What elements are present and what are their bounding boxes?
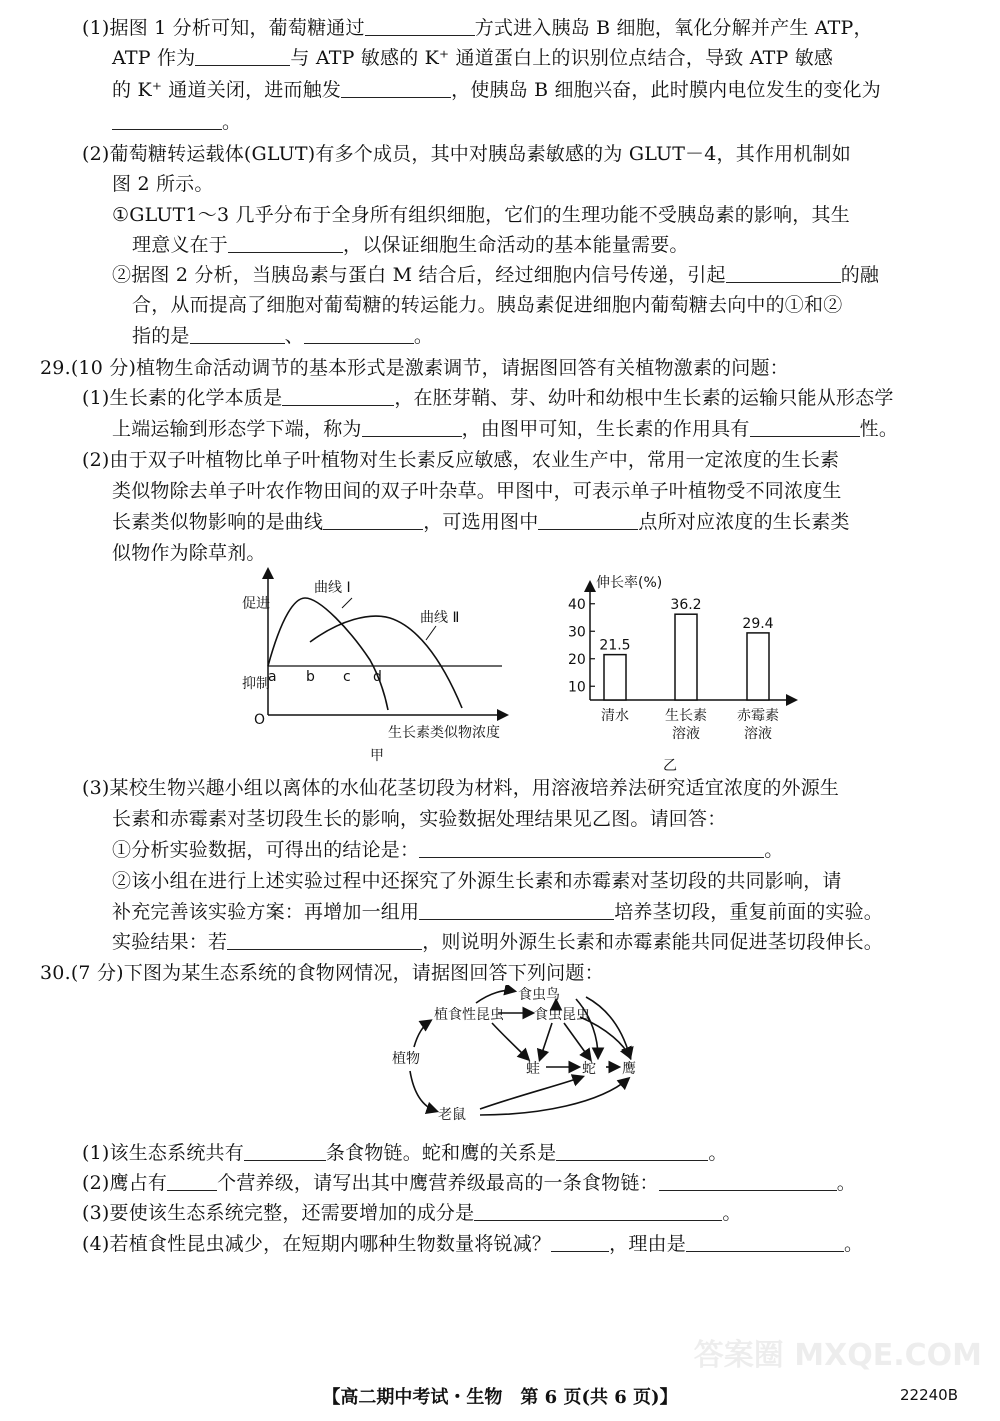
q29-p2-line4: 似物作为除草剂。 [112, 542, 266, 564]
q29-p1-line2: 上端运输到形态学下端，称为 ，由图甲可知，生长素的作用具有 性。 [112, 418, 899, 440]
curve-2-line [310, 616, 462, 708]
answer-blank[interactable] [556, 1142, 708, 1161]
node-insectivorous-insect: 食虫昆虫 [534, 1007, 590, 1023]
q28-p2-line6: 合，从而提高了细胞对葡萄糖的转运能力。胰岛素促进细胞内葡萄糖去向中的①和② [132, 294, 843, 316]
bar-2 [747, 633, 769, 700]
answer-blank[interactable] [167, 1172, 217, 1191]
answer-blank[interactable] [474, 1202, 722, 1221]
answer-blank[interactable] [551, 1233, 609, 1252]
bar-value-label-2: 29.4 [742, 615, 774, 632]
q29-p2-line2: 类似物除去单子叶农作物田间的双子叶杂草。甲图中，可表示单子叶植物受不同浓度生 [112, 480, 842, 502]
answer-blank[interactable] [659, 1172, 837, 1191]
answer-blank[interactable] [228, 234, 343, 253]
y-tick-label-1: 20 [568, 651, 586, 668]
q29-p3-line5: 补充完善该实验方案：再增加一组用 培养茎切段，重复前面的实验。 [112, 901, 884, 923]
q29-p3-line6: 实验结果：若 ，则说明外源生长素和赤霉素能共同促进茎切段伸长。 [112, 931, 884, 953]
point-a: a [268, 669, 277, 685]
q28-p1-line2: ATP 作为 与 ATP 敏感的 K⁺ 通道蛋白上的识别位点结合，导致 ATP 敏感 [112, 47, 834, 69]
answer-blank[interactable] [323, 511, 423, 530]
bar-value-label-1: 36.2 [670, 597, 702, 614]
q29-p1-line1: (1)生长素的化学本质是 ，在胚芽鞘、芽、幼叶和幼根中生长素的运输只能从形态学 [82, 387, 894, 409]
point-b: b [306, 669, 315, 685]
answer-blank[interactable] [112, 111, 222, 130]
q28-p2-line3: ①GLUT1～3 几乎分布于全身所有组织细胞，它们的生理功能不受胰岛素的影响，其生 [112, 204, 850, 226]
answer-blank[interactable] [419, 839, 764, 858]
figure-caption-yi: 乙 [663, 758, 677, 774]
category-label-0-0: 清水 [601, 708, 629, 724]
y-axis-label: 伸长率(%) [596, 575, 663, 591]
answer-blank[interactable] [341, 79, 451, 98]
q29-p3-line4: ②该小组在进行上述实验过程中还探究了外源生长素和赤霉素对茎切段的共同影响，请 [112, 870, 842, 892]
answer-blank[interactable] [362, 418, 462, 437]
answer-blank[interactable] [419, 901, 614, 920]
point-d: d [373, 669, 382, 685]
curve-1-line [268, 598, 388, 710]
watermark: 答案圈 MXQE.COM [693, 1338, 982, 1373]
node-plant: 植物 [392, 1051, 420, 1067]
category-label-2-0: 赤霉素 [737, 708, 779, 724]
q28-p2-line2: 图 2 所示。 [112, 173, 214, 195]
q28-p2-line7: 指的是 、 。 [132, 325, 434, 347]
category-label-1-0: 生长素 [665, 708, 707, 724]
q28-p2-line4: 理意义在于 ，以保证细胞生命活动的基本能量需要。 [132, 234, 689, 256]
q28-p2-line5: ②据图 2 分析，当胰岛素与蛋白 M 结合后，经过细胞内信号传递，引起 的融 [112, 264, 880, 286]
exam-code: 22240B [899, 1386, 958, 1404]
q29-p3-line2: 长素和赤霉素对茎切段生长的影响，实验数据处理结果见乙图。请回答： [112, 808, 727, 830]
bar-0 [604, 655, 626, 700]
node-herbivorous-insect: 植食性昆虫 [434, 1007, 504, 1023]
node-frog: 蛙 [526, 1061, 540, 1077]
answer-blank[interactable] [365, 17, 475, 36]
food-web-diagram [380, 985, 670, 1130]
q28-p1-line4: 。 [112, 109, 241, 135]
answer-blank[interactable] [190, 325, 285, 344]
y-tick-label-3: 40 [568, 596, 586, 613]
q30-line4: (4)若植食性昆虫减少，在短期内哪种生物数量将锐减？ ，理由是 。 [82, 1233, 864, 1255]
figure-yi-bar-chart [560, 565, 810, 775]
y-tick-label-2: 30 [568, 624, 586, 641]
q29-p2-line1: (2)由于双子叶植物比单子叶植物对生长素反应敏感，农业生产中，常用一定浓度的生长素 [82, 449, 840, 471]
answer-blank[interactable] [538, 511, 638, 530]
q30-line1: (1)该生态系统共有 条食物链。蛇和鹰的关系是 。 [82, 1142, 728, 1164]
figure-caption-jia: 甲 [370, 748, 384, 764]
answer-blank[interactable] [227, 931, 422, 950]
q29-p2-line3: 长素类似物影响的是曲线 ，可选用图中 点所对应浓度的生长素类 [112, 511, 850, 533]
category-label-2-1: 溶液 [744, 726, 772, 742]
q29-heading: 29.(10 分)植物生命活动调节的基本形式是激素调节，请据图回答有关植物激素的问题： [40, 357, 789, 379]
curve-1-label: 曲线 Ⅰ [314, 580, 351, 596]
answer-blank[interactable] [195, 47, 290, 66]
q30-line3: (3)要使该生态系统完整，还需要增加的成分是 。 [82, 1202, 742, 1224]
q28-p1-line1: (1)据图 1 分析可知，葡萄糖通过 方式进入胰岛 B 细胞，氧化分解并产生 ATP， [82, 17, 873, 39]
q29-p3-line1: (3)某校生物兴趣小组以离体的水仙花茎切段为材料，用溶液培养法研究适宜浓度的外源生 [82, 777, 840, 799]
ylabel-bottom: 抑制 [242, 676, 270, 692]
node-snake: 蛇 [582, 1061, 596, 1077]
category-label-1-1: 溶液 [672, 726, 700, 742]
q30-heading: 30.(7 分)下图为某生态系统的食物网情况，请据图回答下列问题： [40, 962, 604, 984]
answer-blank[interactable] [686, 1233, 844, 1252]
answer-blank[interactable] [244, 1142, 326, 1161]
node-insectivorous-bird: 食虫鸟 [518, 987, 560, 1003]
curve-2-label: 曲线 Ⅱ [420, 610, 460, 626]
answer-blank[interactable] [304, 325, 414, 344]
ylabel-top: 促进 [242, 596, 270, 612]
q28-p2-line1: (2)葡萄糖转运载体(GLUT)有多个成员，其中对胰岛素敏感的为 GLUT－4，其作用机制如 [82, 143, 851, 165]
origin-label: O [254, 712, 266, 728]
node-mouse: 老鼠 [438, 1107, 466, 1123]
node-hawk: 鹰 [622, 1061, 636, 1077]
bar-1 [675, 614, 697, 700]
q29-p3-line3: ①分析实验数据，可得出的结论是： 。 [112, 839, 784, 861]
y-tick-label-0: 10 [568, 679, 586, 696]
q28-p1-line3: 的 K⁺ 通道关闭，进而触发 ，使胰岛 B 细胞兴奋，此时膜内电位发生的变化为 [112, 79, 881, 101]
x-axis-label: 生长素类似物浓度 [388, 725, 500, 741]
q30-line2: (2)鹰占有 个营养级，请写出其中鹰营养级最高的一条食物链： 。 [82, 1172, 856, 1194]
answer-blank[interactable] [282, 387, 394, 406]
page-footer: 【高二期中考试・生物 第 6 页(共 6 页)】 [322, 1387, 678, 1408]
bar-value-label-0: 21.5 [599, 637, 631, 654]
answer-blank[interactable] [726, 264, 841, 283]
answer-blank[interactable] [750, 418, 860, 437]
figure-jia [230, 560, 520, 765]
point-c: c [343, 669, 351, 685]
